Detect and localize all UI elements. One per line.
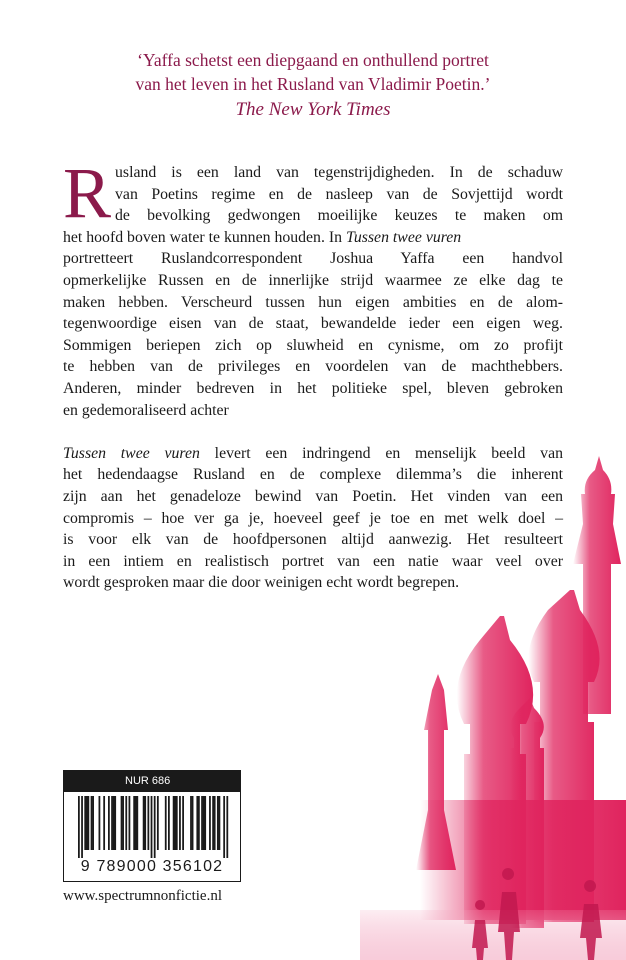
barcode-bar	[92, 796, 94, 850]
barcode-bar	[217, 796, 219, 850]
publisher-website: www.spectrumnonfictie.nl	[63, 888, 222, 904]
barcode-bar	[133, 796, 135, 850]
nur-label: NUR 686	[63, 770, 241, 792]
blurb-line: in een intiem en realistisch portret van een natie waar veel over	[63, 552, 563, 570]
barcode-bar	[192, 796, 194, 850]
cathedral-illustration	[360, 440, 626, 960]
barcode-bar	[144, 796, 146, 850]
drop-cap: R	[63, 153, 112, 233]
blurb-line-text: het hoofd boven water te kunnen houden. In	[63, 228, 346, 246]
barcode-bar	[147, 796, 149, 850]
barcode-bar	[154, 796, 156, 858]
barcode-bar	[87, 796, 89, 850]
barcode-bar	[84, 796, 86, 850]
barcode-bar	[99, 796, 101, 850]
barcode-bar	[135, 796, 137, 850]
blurb-line: de bevolking gedwongen moeilijke keuzes te maken om	[115, 207, 563, 225]
barcode	[64, 796, 242, 860]
barcode-bar	[81, 796, 83, 858]
quote-source: The New York Times	[235, 99, 391, 120]
barcode-bar	[214, 796, 216, 850]
barcode-bar	[223, 796, 225, 858]
barcode-bar	[198, 796, 200, 850]
blurb-line: van Poetins regime en de nasleep van de Sovjettijd wordt	[115, 185, 563, 203]
barcode-bar	[113, 796, 115, 850]
blurb-line: tegenwoordige eisen van de staat, bewandelde ieder een eigen weg.	[63, 315, 563, 333]
barcode-bar	[174, 796, 176, 850]
book-title: Tussen twee vuren	[345, 228, 462, 246]
blurb-line	[63, 227, 563, 249]
barcode-bar	[151, 796, 153, 858]
barcode-bar	[209, 796, 211, 850]
barcode-bar	[91, 796, 93, 850]
blurb-line: maken hebben. Verscheurd tussen hun eigen ambities en de alom-	[63, 293, 563, 311]
barcode-bar	[136, 796, 138, 850]
blurb-line: wordt gesproken maar die door weinigen echt wordt begrepen.	[63, 574, 460, 592]
barcode-bar	[219, 796, 221, 850]
barcode-bar	[201, 796, 203, 850]
barcode-bar	[173, 796, 175, 850]
barcode-bar	[165, 796, 167, 850]
barcode-bar	[143, 796, 145, 850]
blurb-line: Sommigen beriepen zich op sluwheid en cynisme, om zo profijt	[63, 336, 563, 354]
barcode-bar	[204, 796, 206, 850]
blurb-line: usland is een land van tegenstrijdigheden. In de schaduw	[115, 164, 563, 181]
blurb-line: portretteert Ruslandcorrespondent Joshua Yaffa een handvol	[63, 250, 563, 268]
barcode-bar	[157, 796, 159, 850]
quote-line-1: ‘Yaffa schetst een diepgaand en onthullend portret	[137, 50, 489, 70]
barcode-bar	[182, 796, 184, 850]
barcode-bar	[203, 796, 205, 850]
barcode-bar	[176, 796, 178, 850]
barcode-bar	[179, 796, 181, 850]
blurb-line: te hebben van de privileges en voordelen van de machthebbers.	[63, 358, 563, 376]
book-title: Tussen twee vuren	[63, 444, 200, 462]
barcode-bar	[212, 796, 214, 850]
barcode-bar	[226, 796, 228, 858]
blurb-line: compromis – hoe ver ga je, hoeveel geef je toe en met welk doel –	[63, 509, 563, 527]
barcode-bar	[129, 796, 131, 850]
barcode-bar	[86, 796, 88, 850]
barcode-bar	[103, 796, 105, 850]
blurb-line: het hedendaagse Rusland en de complexe dilemma’s die inherent	[63, 466, 563, 484]
barcode-bar	[125, 796, 127, 850]
blurb-line-text: levert een indringend en menselijk beeld van	[199, 444, 563, 462]
barcode-bar	[168, 796, 170, 850]
barcode-bar	[78, 796, 80, 858]
blurb-paragraph-1	[63, 153, 563, 421]
blurb-line: is voor elk van de hoofdpersonen altijd aanwezig. Het resulteert	[63, 531, 563, 549]
barcode-bar	[114, 796, 116, 850]
barcode-bar	[121, 796, 123, 850]
blurb-line: zijn aan het genadeloze bewind van Poetin. Het vinden van een	[63, 487, 563, 505]
review-quote	[0, 48, 626, 122]
barcode-bar	[196, 796, 198, 850]
isbn-digits: 9 789000 356102	[80, 858, 224, 875]
barcode-bar	[190, 796, 192, 850]
barcode-bar	[122, 796, 124, 850]
barcode-bar	[111, 796, 113, 850]
quote-line-2: van het leven in het Rusland van Vladimir Poetin.’	[135, 74, 491, 94]
blurb-line: Anderen, minder bedreven in het politieke spel, bleven gebroken	[63, 379, 563, 397]
blurb-line: opmerkelijke Russen en de innerlijke strijd waarmee ze elke dag te	[63, 271, 563, 289]
blurb-line: en gedemoraliseerd achter	[63, 401, 229, 419]
barcode-bar	[108, 796, 110, 850]
